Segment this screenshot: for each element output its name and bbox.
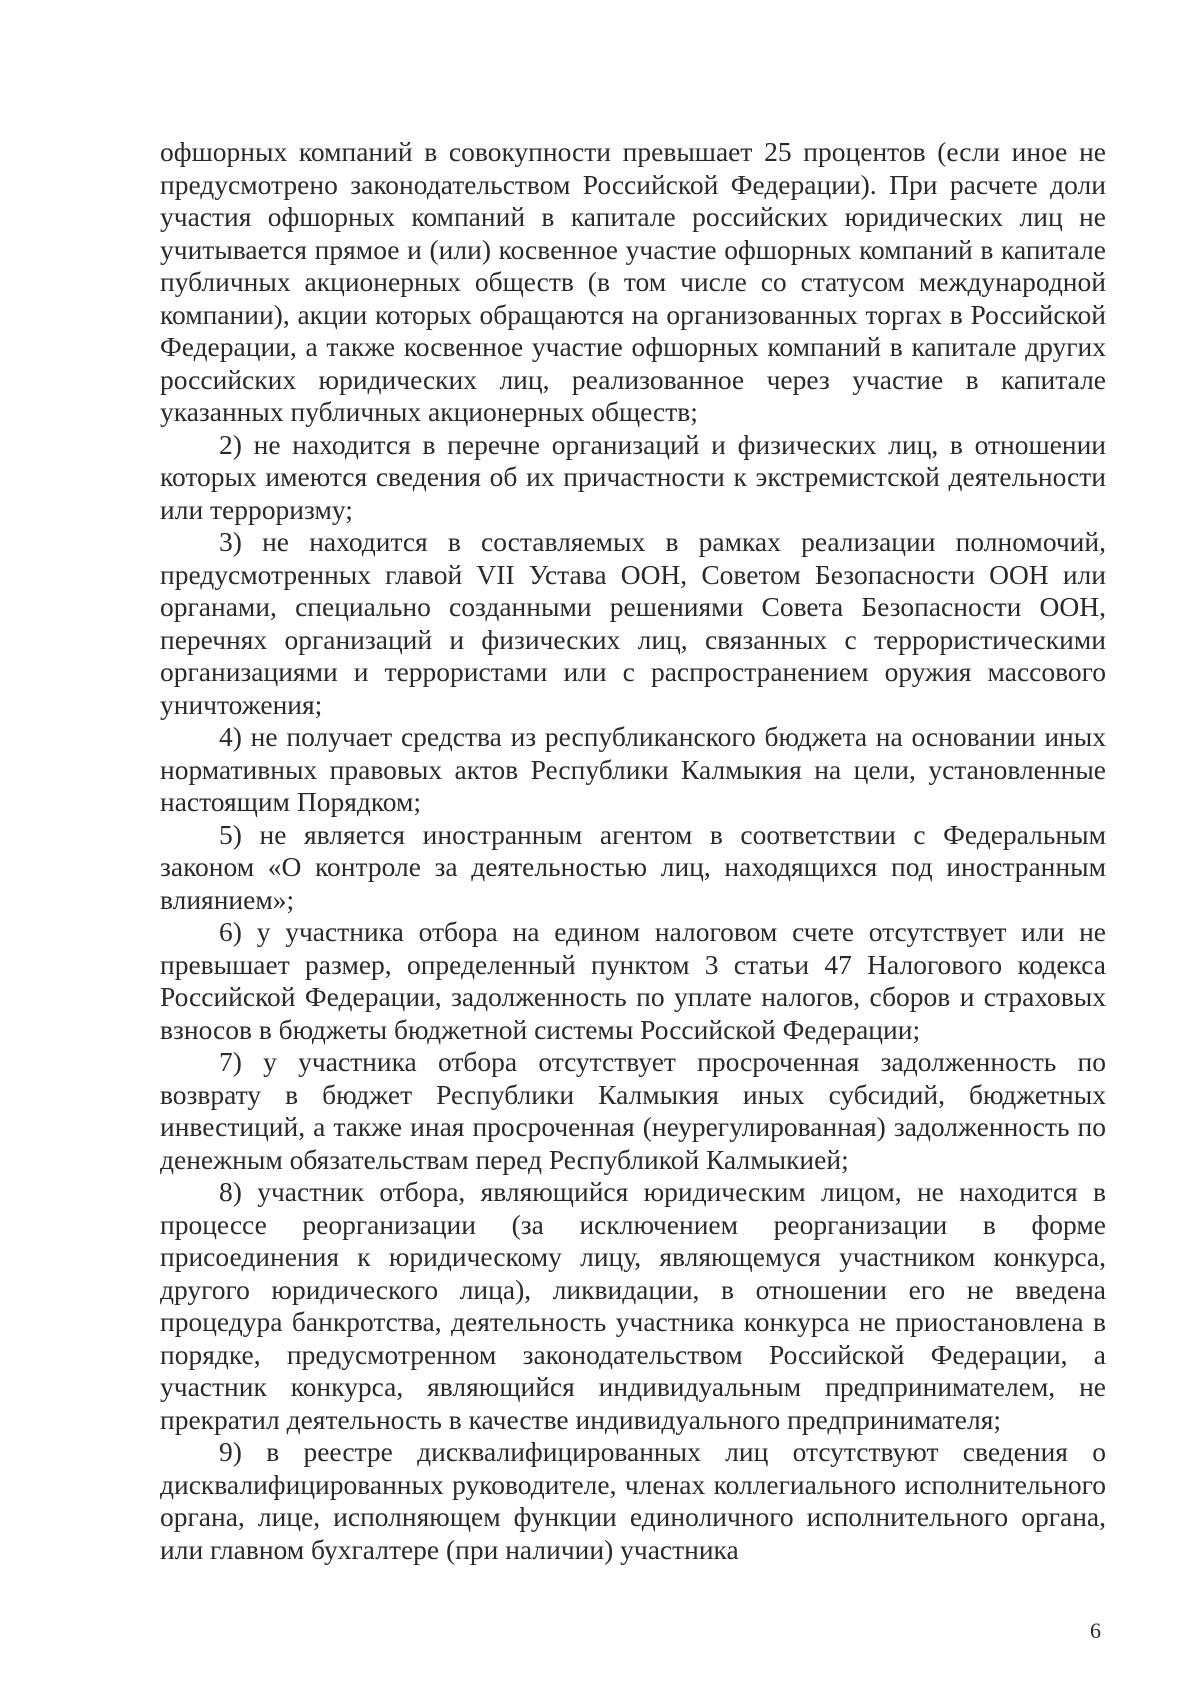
list-item-5: 5) не является иностранным агентом в соответствии с Федеральным законом «О контроле за деятельностью лиц, находящихся под иностранным влиянием»; <box>160 818 1106 915</box>
list-item-8: 8) участник отбора, являющийся юридическим лицом, не находится в процессе реорганизации (за исключением реорганизации в форме присоединения к юридическому лицу, являющемуся участником конкурса, другого юридического лица), ликвидации, в отношении его не введена процедура банкротства, деятельность участника конкурса не приостановлена в порядке, предусмотренном законодательством Российской Федерации, а участник конкурса, являющийся индивидуальным предпринимателем, не прекратил деятельность в качестве индивидуального предпринимателя; <box>160 1176 1106 1435</box>
list-item-9: 9) в реестре дисквалифицированных лиц отсутствуют сведения о дисквалифицированных руководителе, членах коллегиального исполнительного органа, лице, исполняющем функции единоличного исполнительного органа, или главном бухгалтере (при наличии) участника <box>160 1436 1106 1565</box>
document-body <box>160 136 1106 1566</box>
paragraph-continuation: офшорных компаний в совокупности превышает 25 процентов (если иное не предусмотрено законодательством Российской Федерации). При расчете доли участия офшорных компаний в капитале российских юридических лиц не учитывается прямое и (или) косвенное участие офшорных компаний в капитале публичных акционерных обществ (в том числе со статусом международной компании), акции которых обращаются на организованных торгах в Российской Федерации, а также косвенное участие офшорных компаний в капитале других российских юридических лиц, реализованное через участие в капитале указанных публичных акционерных обществ; <box>160 136 1106 427</box>
page-number: 6 <box>1090 1618 1101 1643</box>
list-item-4: 4) не получает средства из республиканского бюджета на основании иных нормативных правовых актов Республики Калмыкия на цели, установленные настоящим Порядком; <box>160 721 1106 817</box>
list-item-6: 6) у участника отбора на едином налоговом счете отсутствует или не превышает размер, определенный пунктом 3 статьи 47 Налогового кодекса Российской Федерации, задолженность по уплате налогов, сборов и страховых взносов в бюджеты бюджетной системы Российской Федерации; <box>160 916 1106 1045</box>
list-item-2: 2) не находится в перечне организаций и физических лиц, в отношении которых имеются сведения об их причастности к экстремистской деятельности или терроризму; <box>160 428 1106 525</box>
list-item-3: 3) не находится в составляемых в рамках реализации полномочий, предусмотренных главой VII Устава ООН, Советом Безопасности ООН или органами, специально созданными решениями Совета Безопасности ООН, перечнях организаций и физических лиц, связанных с террористическими организациями и террористами или с распространением оружия массового уничтожения; <box>160 526 1106 720</box>
list-item-7: 7) у участника отбора отсутствует просроченная задолженность по возврату в бюджет Республики Калмыкия иных субсидий, бюджетных инвестиций, а также иная просроченная (неурегулированная) задолженность по денежным обязательствам перед Республикой Калмыкией; <box>160 1046 1106 1175</box>
